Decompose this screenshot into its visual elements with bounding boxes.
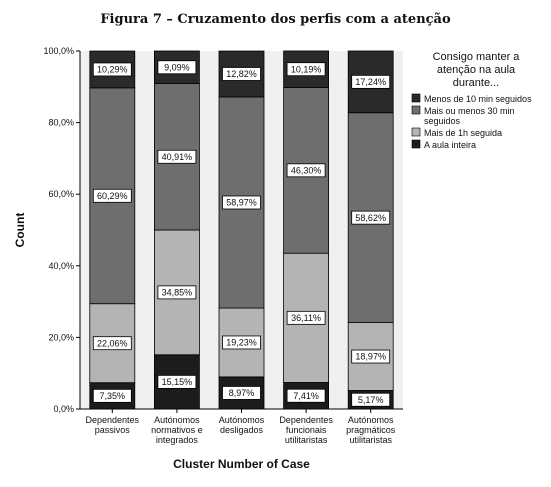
- data-label: 17,24%: [355, 77, 386, 88]
- legend-swatch: [412, 128, 420, 136]
- y-axis-title: Count: [13, 212, 27, 248]
- data-label: 7,41%: [293, 390, 319, 401]
- data-label: 58,97%: [226, 197, 257, 208]
- legend-swatch: [412, 140, 420, 148]
- x-category-line: funcionais: [285, 425, 327, 435]
- x-category-line: desligados: [219, 425, 264, 435]
- x-category-line: Autónomos: [154, 415, 200, 425]
- legend-label-line: Mais ou menos 30 min: [424, 106, 515, 116]
- data-label: 9,09%: [164, 62, 190, 73]
- data-label: 5,17%: [357, 394, 384, 405]
- x-category-line: integrados: [155, 435, 198, 445]
- x-category-label: [219, 415, 265, 435]
- y-tick-label: 60,0%: [48, 189, 74, 200]
- legend-label: [424, 94, 532, 104]
- x-category-label: [346, 415, 396, 445]
- x-category-label: [151, 415, 203, 445]
- data-label: 36,11%: [291, 313, 322, 324]
- legend-label: [424, 128, 502, 138]
- legend-title-line: durante...: [452, 77, 500, 89]
- data-label: 22,06%: [97, 338, 128, 349]
- x-category-label: [86, 415, 140, 435]
- legend-label-line: Mais de 1h seguida: [424, 128, 503, 138]
- x-axis-title: Cluster Number of Case: [173, 457, 310, 471]
- data-label: 10,29%: [97, 64, 128, 75]
- legend-label-line: A aula inteira: [424, 140, 477, 150]
- legend-swatch: [412, 106, 420, 114]
- data-label: 10,19%: [290, 64, 322, 75]
- legend-title: [433, 51, 521, 89]
- x-category-line: utilitaristas: [349, 435, 392, 445]
- y-tick-label: 100,0%: [43, 46, 74, 56]
- y-tick-label: 20,0%: [48, 332, 74, 343]
- x-category-line: Dependentes: [85, 415, 140, 425]
- data-label: 19,23%: [226, 337, 257, 348]
- x-category-line: utilitaristas: [284, 435, 328, 445]
- y-tick-label: 80,0%: [48, 117, 74, 128]
- x-category-label: [279, 415, 333, 445]
- y-tick-label: 40,0%: [48, 260, 74, 271]
- x-category-line: Autónomos: [218, 415, 265, 425]
- data-label: 15,15%: [161, 377, 193, 388]
- figure-title: Figura 7 – Cruzamento dos perfis com a atenção: [100, 12, 451, 27]
- data-label: 8,97%: [228, 388, 255, 399]
- data-label: 18,97%: [355, 351, 386, 362]
- data-label: 58,62%: [355, 212, 386, 223]
- x-category-line: normativos e: [151, 425, 203, 435]
- data-label: 60,29%: [97, 190, 128, 201]
- data-label: 12,82%: [226, 69, 257, 80]
- legend-title-line: Consigo manter a: [432, 51, 520, 63]
- legend: [412, 51, 532, 150]
- x-category-line: Dependentes: [279, 415, 333, 425]
- x-category-line: Autónomos: [347, 415, 394, 425]
- x-category-line: pragmáticos: [346, 425, 396, 435]
- legend-label: [424, 106, 515, 126]
- data-label: 40,91%: [161, 151, 193, 162]
- legend-swatch: [412, 94, 420, 102]
- legend-label-line: Menos de 10 min seguidos: [424, 94, 532, 104]
- x-category-line: passivos: [94, 425, 130, 435]
- data-label: 46,30%: [290, 165, 322, 176]
- y-tick-label: 0,0%: [53, 404, 74, 414]
- legend-title-line: atenção na aula: [436, 64, 516, 76]
- legend-label: [424, 140, 476, 150]
- data-label: 34,85%: [161, 287, 193, 298]
- data-label: 7,35%: [99, 391, 126, 402]
- legend-label-line: seguidos: [424, 116, 461, 126]
